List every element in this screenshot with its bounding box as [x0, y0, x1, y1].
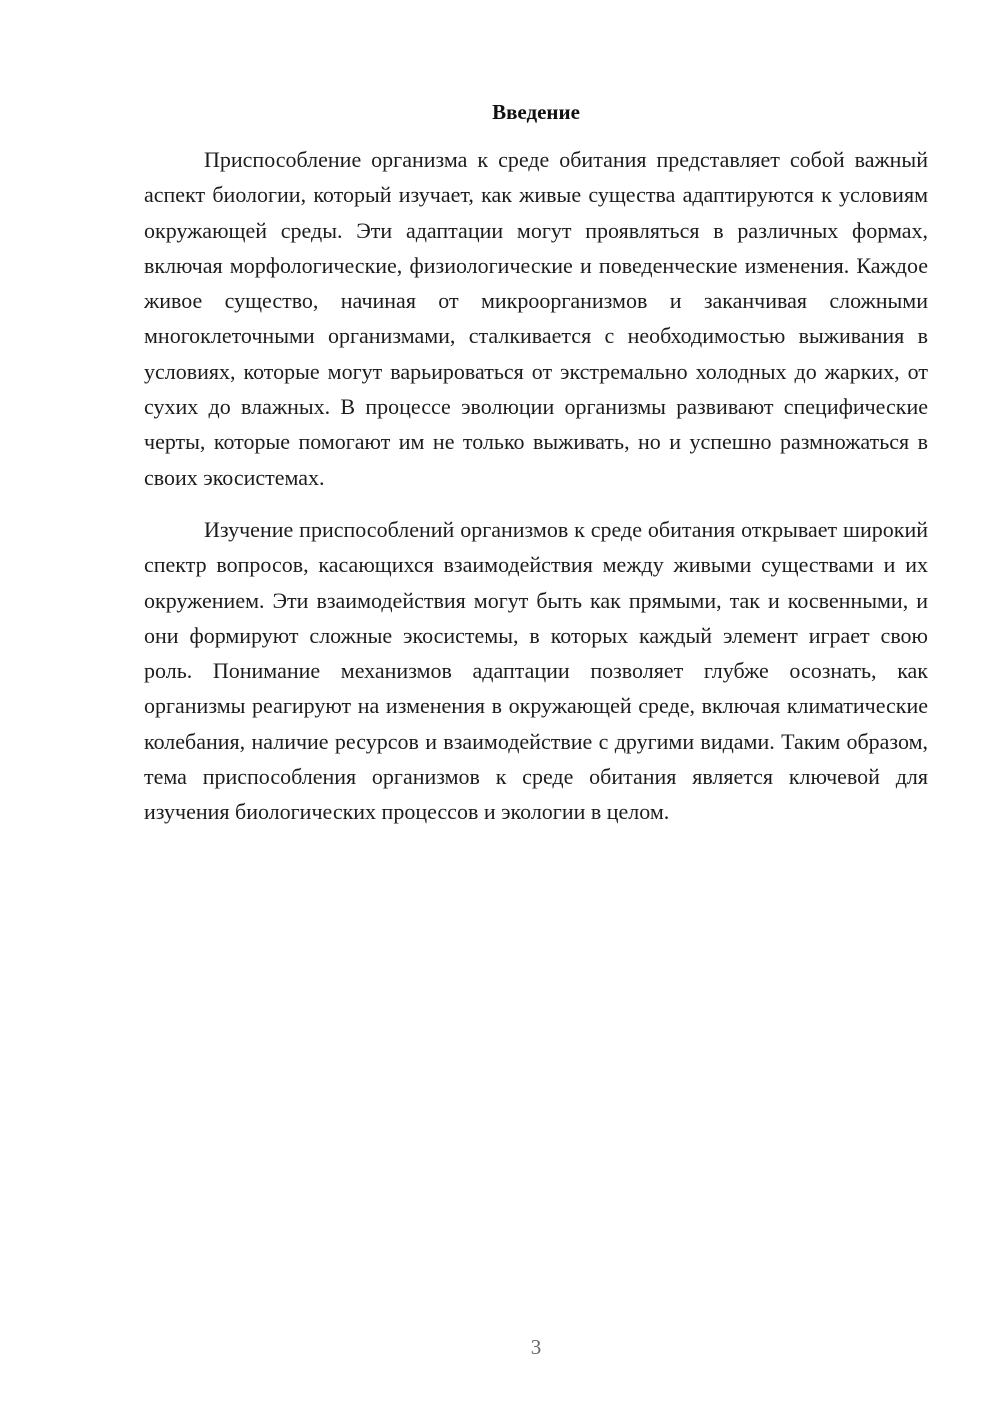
page-number: 3	[530, 1335, 542, 1359]
paragraph-2: Изучение приспособлений организмов к среде обитания открывает широкий спектр вопросов, касающихся взаимодействия между живыми существами и их окружением. Эти взаимодействия могут быть как прямыми, так и косвенными, и они формируют сложные экосистемы, в которых каждый элемент играет свою роль. Понимание механизмов адаптации позволяет глубже осознать, как организмы реагируют на изменения в окружающей среде, включая климатические колебания, наличие ресурсов и взаимодействие с другими видами. Таким образом, тема приспособления организмов к среде обитания является ключевой для изучения биологических процессов и экологии в целом.	[144, 516, 928, 825]
paragraph-1: Приспособление организма к среде обитания представляет собой важный аспект биологии, который изучает, как живые существа адаптируются к условиям окружающей среды. Эти адаптации могут проявляться в различных формах, включая морфологические, физиологические и поведенческие изменения. Каждое живое существо, начиная от микроорганизмов и заканчивая сложными многоклеточными организмами, сталкивается с необходимостью выживания в условиях, которые могут варьироваться от экстремально холодных до жарких, от сухих до влажных. В процессе эволюции организмы развивают специфические черты, которые помогают им не только выживать, но и успешно размножаться в своих экосистемах.	[144, 147, 928, 490]
section-heading: Введение	[492, 100, 580, 124]
body-text	[144, 142, 928, 830]
